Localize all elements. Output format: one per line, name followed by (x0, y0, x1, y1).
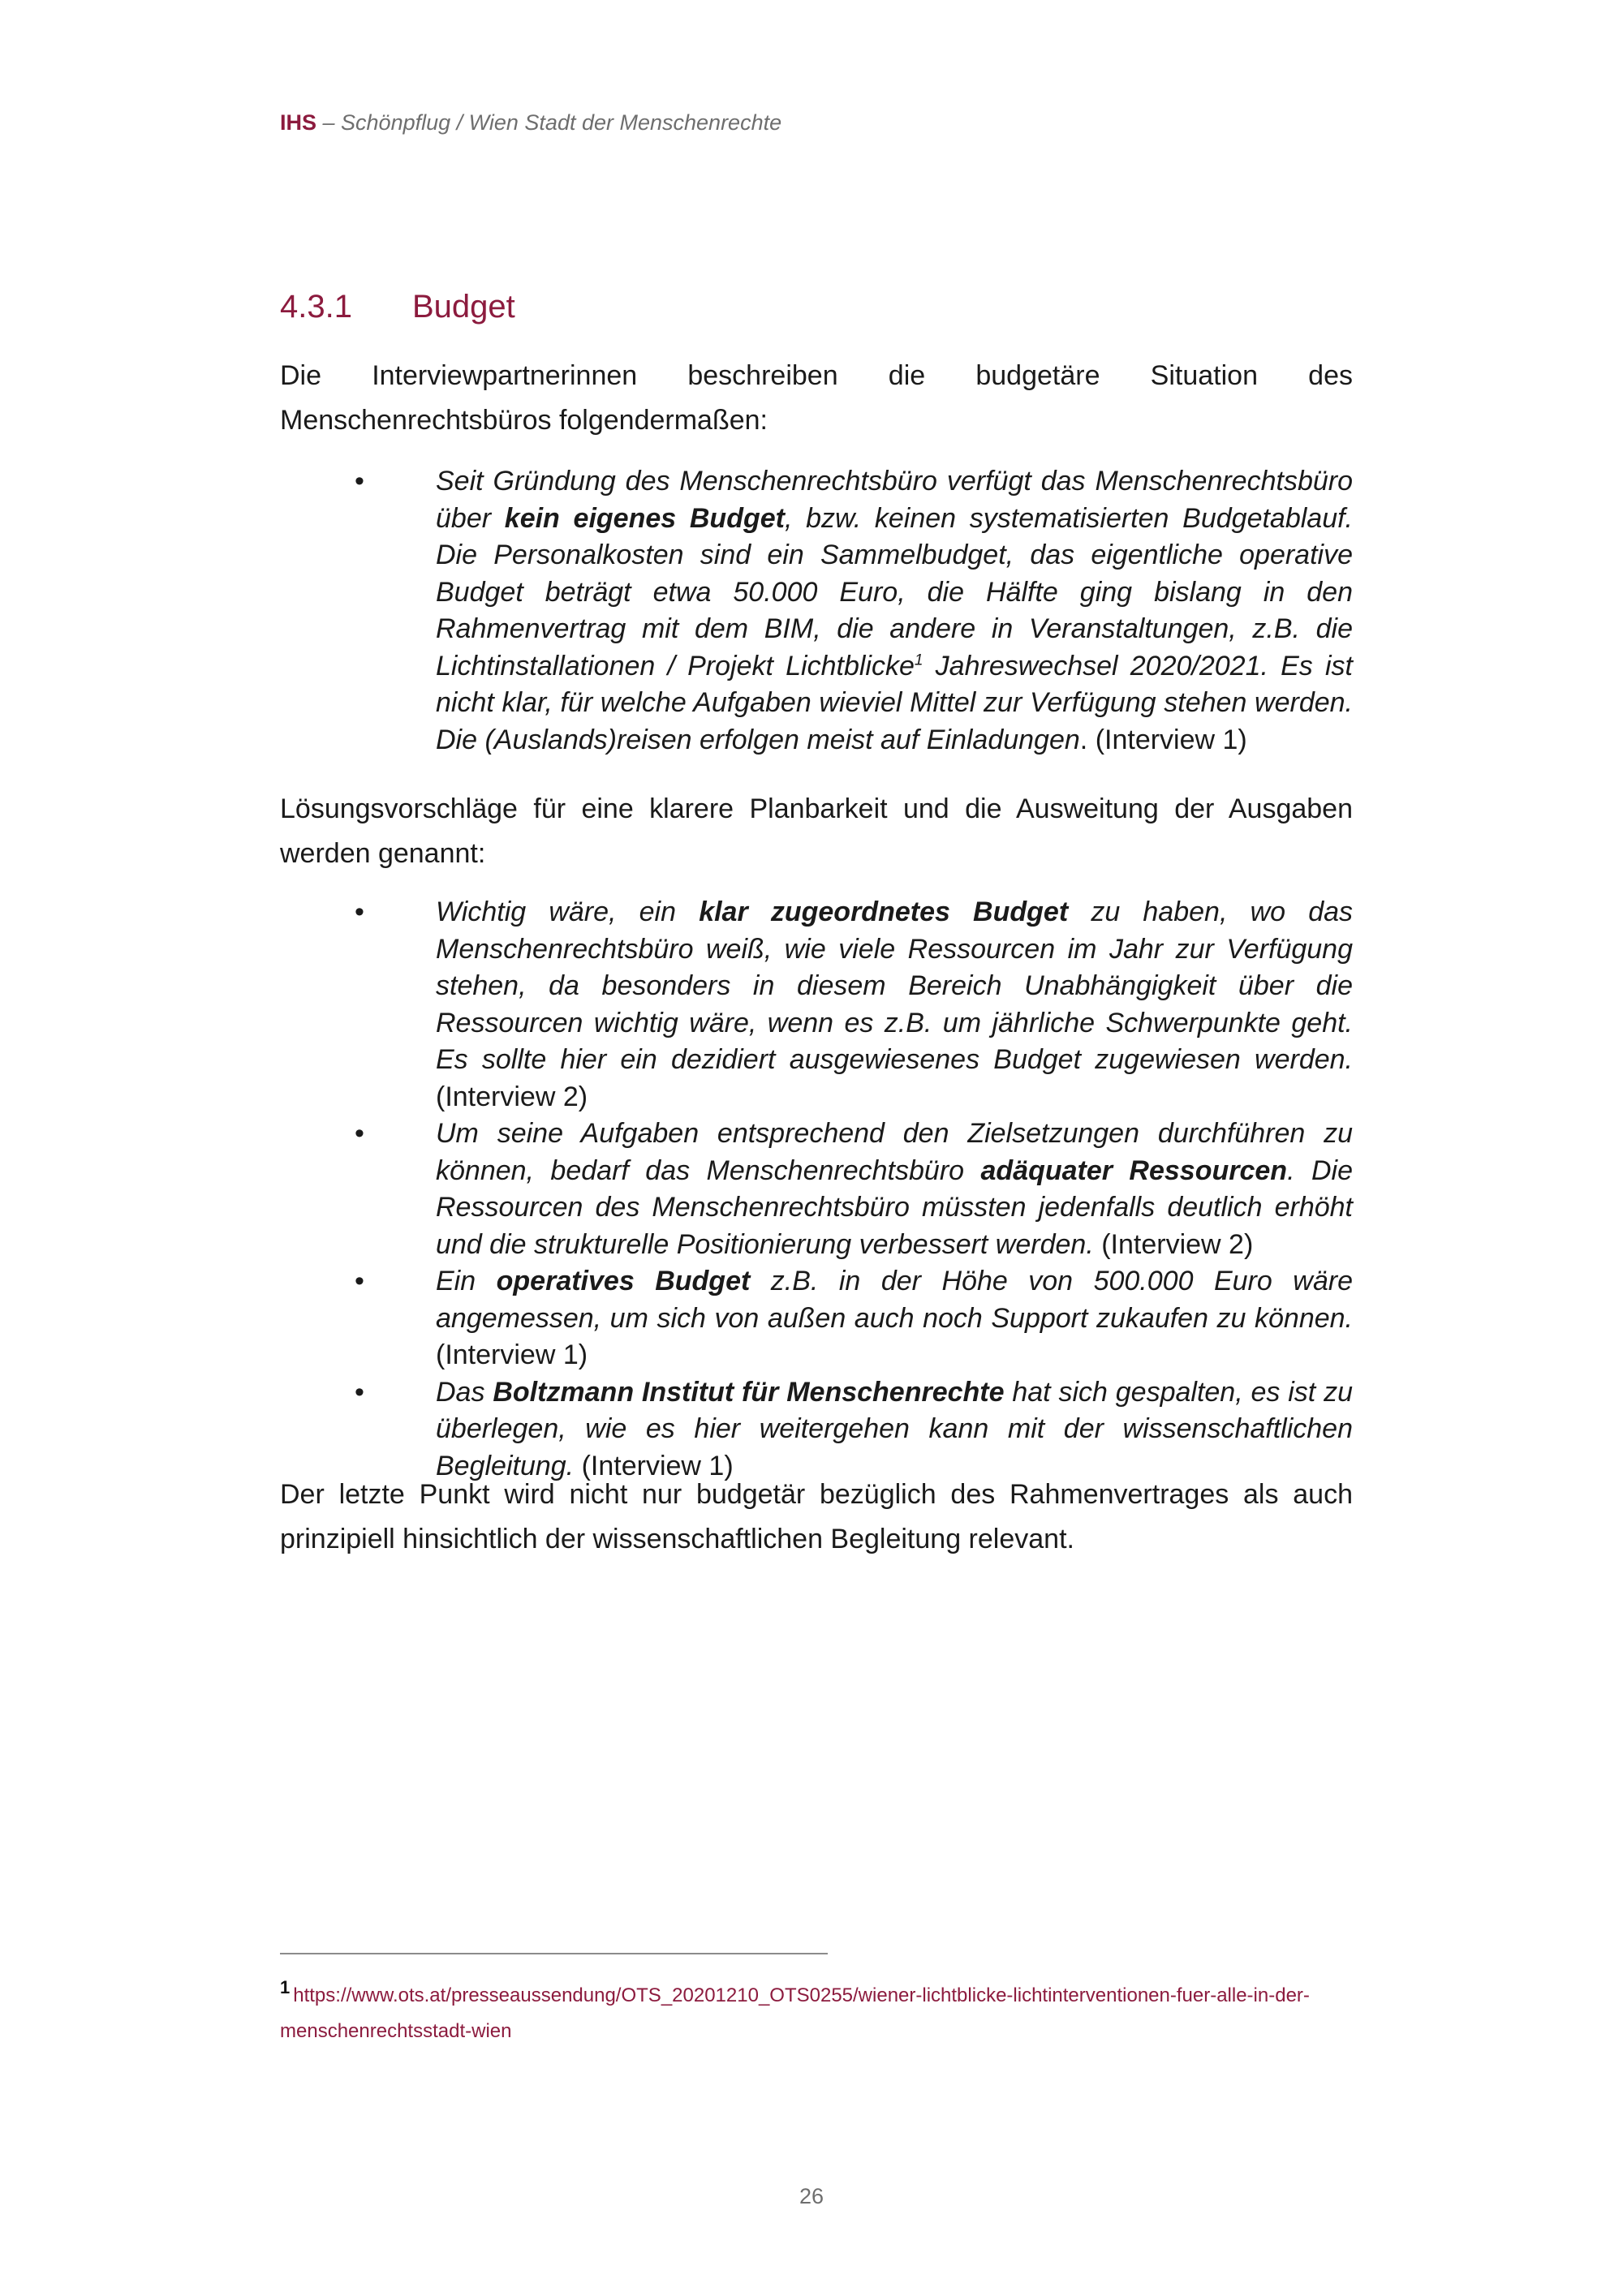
item-text: , bzw. keinen systematisierten Budgetablauf. Die Personalkosten sind ein Sammelbudget, das eigentliche operative Budget beträgt etwa 50.000 Euro, die Hälfte ging bislang in den Rahmenvertrag mit dem BIM, die andere in Veranstaltungen, z.B. die Lichtinstallationen / Projekt Lichtblicke (436, 502, 1354, 681)
item-text: hat sich gespalten, es ist zu überlegen, wie es hier weitergehen kann mit der wissenschaftlichen Begleitung. (436, 1376, 1353, 1481)
item-text: zu haben, wo das Menschenrechtsbüro weiß, wie viele Ressourcen im Jahr zur Verfügung stehen, da besonders in diesem Bereich Unabhängigkeit über die Ressourcen wichtig wäre, wenn es z.B. um jährliche Schwerpunkte geht. Es sollte hier ein dezidiert ausgewiesenes Budget zugewiesen werden. (436, 896, 1354, 1075)
bullet-list-1 (280, 463, 1353, 759)
interview-ref: (Interview 1) (436, 1339, 588, 1370)
header-org: IHS (280, 110, 317, 135)
item-text: Um seine Aufgaben entsprechend den Zielsetzungen durchführen zu können, bedarf das Menschenrechtsbüro (436, 1118, 1353, 1186)
list-item (280, 463, 1353, 759)
closing-paragraph: Der letzte Punkt wird nicht nur budgetär bezüglich des Rahmenvertrages als auch prinzipiell hinsichtlich der wissenschaftlichen Begleitung relevant. (280, 1479, 1353, 1554)
section-title: Budget (412, 289, 515, 325)
footnote-separator (280, 1953, 828, 1954)
bullet-marker: • (355, 896, 364, 927)
item-text: Jahreswechsel 2020/2021. Es ist nicht klar, für welche Aufgaben wieviel Mittel zur Verfügung stehen werden. Die (Auslands)reisen erfolgen meist auf Einladungen (436, 650, 1354, 755)
footnote (280, 1970, 1353, 2049)
section-heading (280, 289, 515, 325)
section-number: 4.3.1 (280, 289, 352, 325)
intro-paragraph: Die Interviewpartnerinnen beschreiben die budgetäre Situation des Menschenrechtsbüros folgendermaßen: (280, 360, 1353, 436)
interview-ref: (Interview 1) (574, 1450, 734, 1481)
item-text: z.B. in der Höhe von 500.000 Euro wäre angemessen, um sich von außen auch noch Support zukaufen zu können. (436, 1266, 1353, 1334)
item-emphasis: adäquater Ressourcen (980, 1154, 1288, 1186)
item-emphasis: Boltzmann Institut für Menschenrechte (493, 1376, 1005, 1408)
interview-ref: (Interview 2) (1093, 1228, 1254, 1260)
footnote-ref[interactable]: 1 (914, 651, 923, 669)
list-item (280, 1263, 1353, 1374)
item-emphasis: klar zugeordnetes Budget (699, 896, 1069, 927)
paragraph-solutions: Lösungsvorschläge für eine klarere Planbarkeit und die Ausweitung der Ausgaben werden genannt: (280, 793, 1353, 869)
header-title: – Schönpflug / Wien Stadt der Menschenrechte (316, 110, 782, 135)
bullet-marker: • (355, 1118, 364, 1149)
list-item (280, 1374, 1353, 1486)
bullet-marker: • (355, 1376, 364, 1408)
page-number: 26 (799, 2184, 824, 2208)
list-item (280, 894, 1353, 1116)
item-emphasis: operatives Budget (496, 1266, 751, 1296)
interview-ref: (Interview 2) (436, 1081, 588, 1112)
bullet-list-2 (280, 894, 1353, 1485)
bullet-marker: • (355, 466, 364, 497)
item-text: Seit Gründung des Menschenrechtsbüro verfügt das Menschenrechtsbüro über (436, 466, 1353, 534)
bullet-marker: • (355, 1266, 364, 1296)
item-emphasis: kein eigenes Budget (504, 502, 785, 534)
footnote-number: 1 (280, 1977, 291, 1997)
item-text: Das (436, 1376, 493, 1408)
item-text: . Die Ressourcen des Menschenrechtsbüro müssten jedenfalls deutlich erhöht und die strukturelle Positionierung verbessert werden. (436, 1154, 1353, 1260)
item-text: Ein (436, 1266, 497, 1296)
footnote-link[interactable]: https://www.ots.at/presseaussendung/OTS_20201210_OTS0255/wiener-lichtblicke-lichtinterventionen-fuer-alle-in-der-menschenrechtsstadt-wien (280, 1984, 1310, 2042)
list-item (280, 1116, 1353, 1263)
interview-ref: . (Interview 1) (1079, 724, 1247, 755)
running-header (280, 110, 781, 135)
item-text: Wichtig wäre, ein (436, 896, 700, 927)
